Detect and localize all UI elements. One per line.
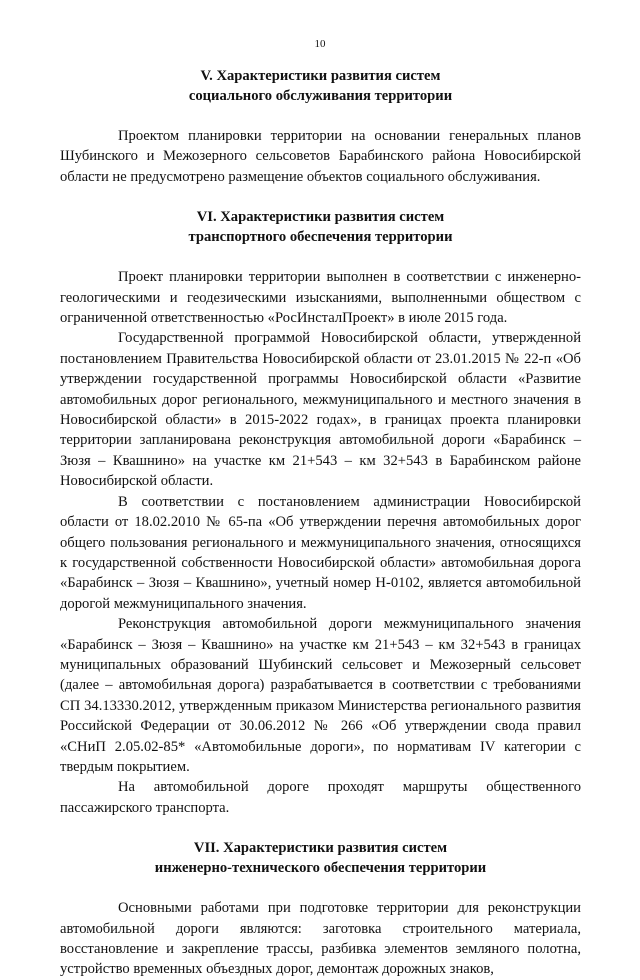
document-body <box>60 66 581 980</box>
section-heading-line: V. Характеристики развития систем <box>200 68 441 84</box>
section-heading-vii <box>60 838 581 878</box>
paragraph: В соответствии с постановлением администрации Новосибирской области от 18.02.2010 № 65-па «Об утверждении перечня автомобильных дорог общего пользования регионального и межмуниципального значения, относящихся к государственной собственности Новосибирской области» автомобильная дорога «Барабинск – Зюзя – Квашнино», учетный номер Н-0102, является автомобильной дорогой межмуниципального значения. <box>60 493 581 612</box>
paragraph: Проектом планировки территории на основании генеральных планов Шубинского и Межозерного сельсоветов Барабинского района Новосибирской области не предусмотрено размещение объектов социального обслуживания. <box>60 128 581 185</box>
section-heading-vi <box>60 207 581 247</box>
paragraph: Основными работами при подготовке территории для реконструкции автомобильной дороги являются: заготовка строительного материала, восстановление и закрепление трассы, разбивка элементов земляного полотна, устройство временных объездных дорог, демонтаж дорожных знаков, <box>60 900 581 978</box>
section-heading-line: социального обслуживания территории <box>188 88 453 104</box>
page-number: 10 <box>314 38 326 50</box>
section-heading-line: VII. Характеристики развития систем <box>193 840 448 857</box>
section-heading-line: VI. Характеристики развития систем <box>196 209 445 226</box>
section-heading-line: транспортного обеспечения территории <box>188 229 453 246</box>
section-heading-v <box>60 66 581 106</box>
paragraph: Реконструкция автомобильной дороги межмуниципального значения «Барабинск – Зюзя – Квашнино» на участке км 21+543 – км 32+543 в границах муниципальных образований Шубинский сельсовет и Межозерный сельсовет (далее – автомобильная дорога) разрабатывается в соответствии с требованиями СП 34.13330.2012, утвержденным приказом Министерства регионального развития Российской Федерации от 30.06.2012 № 266 «Об утверждении свода правил «СНиП 2.05.02-85* «Автомобильные дороги», по нормативам IV категории с твердым покрытием. <box>60 616 581 775</box>
paragraph: На автомобильной дороге проходят маршруты общественного пассажирского транспорта. <box>60 779 581 816</box>
paragraph: Проект планировки территории выполнен в соответствии с инженерно-геологическими и геодезическими изысканиями, выполненными обществом с ограниченной ответственностью «РосИнсталПроект» в июле 2015 года. <box>60 269 581 327</box>
section-heading-line: инженерно-технического обеспечения территории <box>154 860 487 877</box>
paragraph: Государственной программой Новосибирской области, утвержденной постановлением Правительства Новосибирской области от 23.01.2015 № 22-п «Об утверждении государственной программы Новосибирской области «Развитие автомобильных дорог регионального, межмуниципального и местного значения в Новосибирской области» в 2015-2022 годах», в границах проекта планировки территории запланирована реконструкция автомобильной дороги «Барабинск – Зюзя – Квашнино» на участке км 21+543 – км 32+543 в Барабинском районе Новосибирской области. <box>60 330 581 490</box>
